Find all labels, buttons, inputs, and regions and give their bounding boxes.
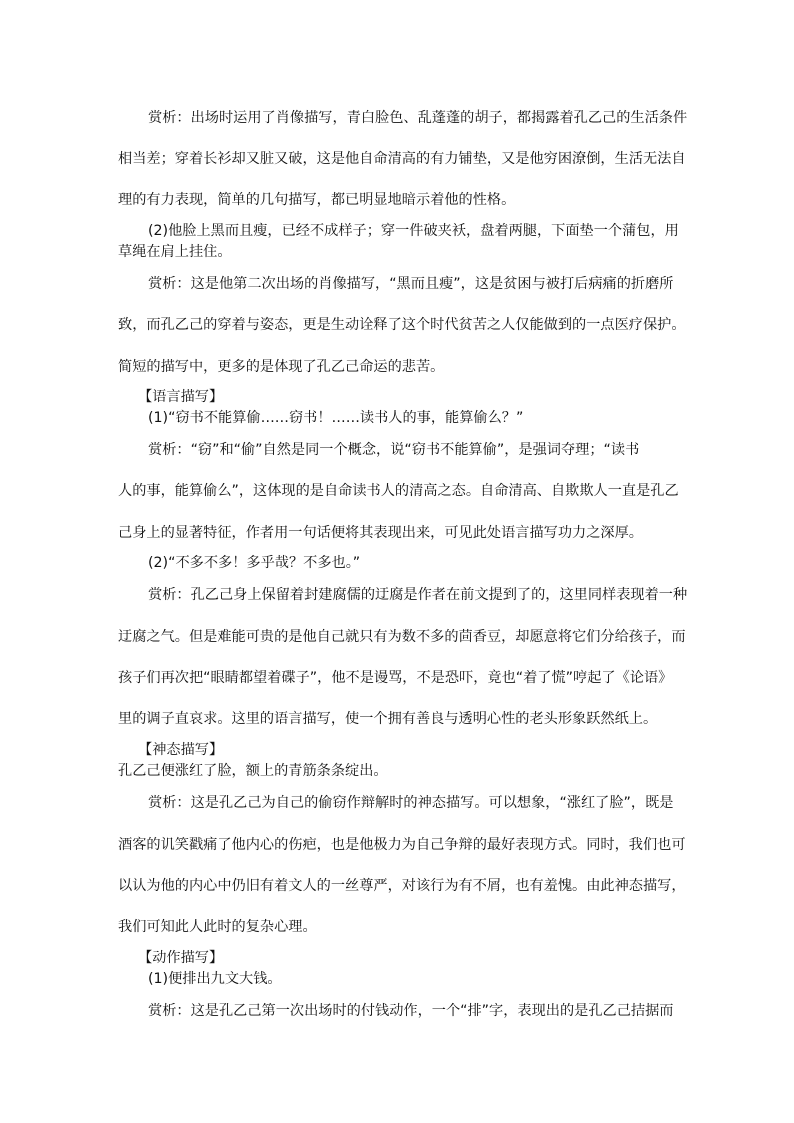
text-line: (2)他脸上黑而且瘦，已经不成样子；穿一件破夹袄，盘着两腿，下面垫一个蒲包，用 — [148, 223, 679, 239]
text-line: 理的有力表现，简单的几句描写，都已明显地暗示着他的性格。 — [118, 192, 516, 208]
text-line: 迂腐之气。但是难能可贵的是他自己就只有为数不多的茴香豆，却愿意将它们分给孩子，而 — [118, 629, 686, 645]
text-line: 人的事，能算偷么”，这体现的是自命读书人的清高之态。自命清高、自欺欺人一直是孔乙 — [118, 483, 679, 499]
text-line: 己身上的显著特征，作者用一句话便将其表现出来，可见此处语言描写功力之深厚。 — [118, 525, 643, 541]
text-line: 赏析：这是孔乙己第一次出场时的付钱动作，一个“排”字，表现出的是孔乙己拮据而 — [148, 1003, 674, 1019]
text-line: (1)“窃书不能算偷……窃书！……读书人的事，能算偷么？” — [148, 410, 524, 426]
section-heading: 【神态描写】 — [138, 742, 224, 758]
text-line: 孔乙己便涨红了脸，额上的青筋条条绽出。 — [118, 763, 388, 779]
text-line: 里的调子直哀求。这里的语言描写，使一个拥有善良与透明心性的老头形象跃然纸上。 — [118, 711, 658, 727]
text-line: 孩子们再次把“眼睛都望着碟子”，他不是谩骂，不是恐吓，竟也“着了慌”哼起了《论语》 — [118, 670, 673, 686]
text-line: 赏析：出场时运用了肖像描写，青白脸色、乱蓬蓬的胡子，都揭露着孔乙己的生活条件 — [148, 110, 688, 126]
text-line: (1)便排出九文大钱。 — [148, 971, 282, 987]
section-heading: 【动作描写】 — [138, 950, 224, 966]
text-line: 赏析：“窃”和“偷”自然是同一个概念，说“窃书不能算偷”，是强词夺理；“读书 — [148, 442, 640, 458]
text-line: 草绳在肩上挂住。 — [118, 244, 232, 260]
text-line: 以认为他的内心中仍旧有着文人的一丝尊严，对该行为有不屑，也有羞愧。由此神态描写， — [118, 878, 686, 894]
text-line: 赏析：这是他第二次出场的肖像描写，“黑而且瘦”，这是贫困与被打后病痛的折磨所 — [148, 276, 674, 292]
text-line: 我们可知此人此时的复杂心理。 — [118, 919, 317, 935]
text-line: 简短的描写中，更多的是体现了孔乙己命运的悲苦。 — [118, 359, 445, 375]
section-heading: 【语言描写】 — [138, 389, 224, 405]
text-line: 相当差；穿着长衫却又脏又破，这是他自命清高的有力铺垫，又是他穷困潦倒，生活无法自 — [118, 151, 686, 167]
text-line: 赏析：这是孔乙己为自己的偷窃作辩解时的神态描写。可以想象，“涨红了脸”，既是 — [148, 795, 674, 811]
text-line: 致，而孔乙己的穿着与姿态，更是生动诠释了这个时代贫苦之人仅能做到的一点医疗保护。 — [118, 317, 686, 333]
text-line: 赏析：孔乙己身上保留着封建腐儒的迂腐是作者在前文提到了的，这里同样表现着一种 — [148, 587, 688, 603]
text-line: (2)“不多不多！多乎哉？不多也。” — [148, 555, 361, 571]
text-line: 酒客的讥笑戳痛了他内心的伤疤，也是他极力为自己争辩的最好表现方式。同时，我们也可 — [118, 837, 686, 853]
